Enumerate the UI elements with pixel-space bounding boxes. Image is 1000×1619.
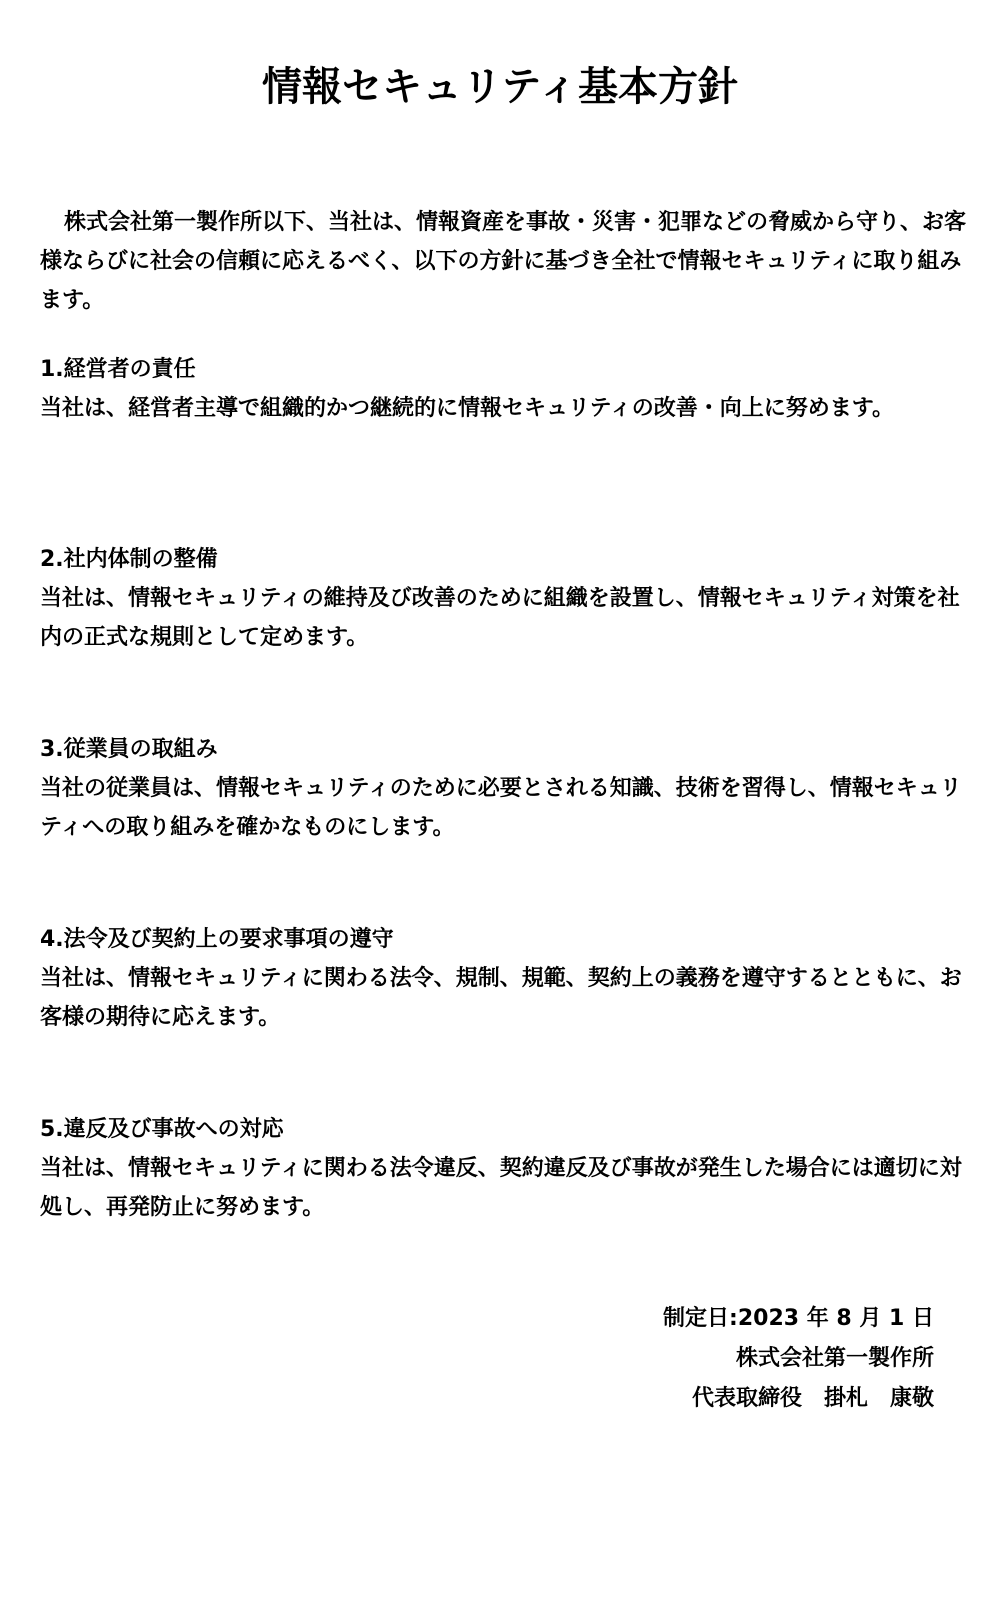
- company-name: 株式会社第一製作所: [735, 1346, 934, 1371]
- section-heading: 3.従業員の取組み: [40, 737, 218, 762]
- intro-paragraph: 株式会社第一製作所以下、当社は、情報資産を事故・災害・犯罪などの脅威から守り、お客様ならびに社会の信頼に応えるべく、以下の方針に基づき全社で情報セキュリティに取り組みます。: [40, 210, 967, 313]
- section-body: 当社は、経営者主導で組織的かつ継続的に情報セキュリティの改善・向上に努めます。: [40, 396, 895, 421]
- section-management-responsibility: [40, 350, 975, 428]
- section-heading: 4.法令及び契約上の要求事項の遵守: [40, 927, 394, 952]
- section-body: 当社は、情報セキュリティに関わる法令違反、契約違反及び事故が発生した場合には適切に対処し、再発防止に努めます。: [40, 1156, 962, 1220]
- representative-name: 代表取締役 掛札 康敬: [691, 1386, 934, 1411]
- section-heading: 2.社内体制の整備: [40, 547, 218, 572]
- page-title: 情報セキュリティ基本方針: [262, 64, 738, 110]
- section-heading: 1.経営者の責任: [40, 357, 196, 382]
- section-heading: 5.違反及び事故への対応: [40, 1117, 284, 1142]
- section-body: 当社の従業員は、情報セキュリティのために必要とされる知識、技術を習得し、情報セキュリティへの取り組みを確かなものにします。: [40, 776, 962, 840]
- section-body: 当社は、情報セキュリティの維持及び改善のために組織を設置し、情報セキュリティ対策を社内の正式な規則として定めます。: [40, 586, 960, 650]
- section-body: 当社は、情報セキュリティに関わる法令、規制、規範、契約上の義務を遵守するとともに、お客様の期待に応えます。: [40, 966, 962, 1030]
- enactment-date: 制定日:2023 年 8 月 1 日: [663, 1306, 934, 1331]
- signature-block: [663, 1299, 934, 1419]
- section-internal-structure: [40, 540, 975, 657]
- section-incident-response: [40, 1110, 975, 1227]
- section-legal-compliance: [40, 920, 975, 1037]
- section-employee-efforts: [40, 730, 975, 847]
